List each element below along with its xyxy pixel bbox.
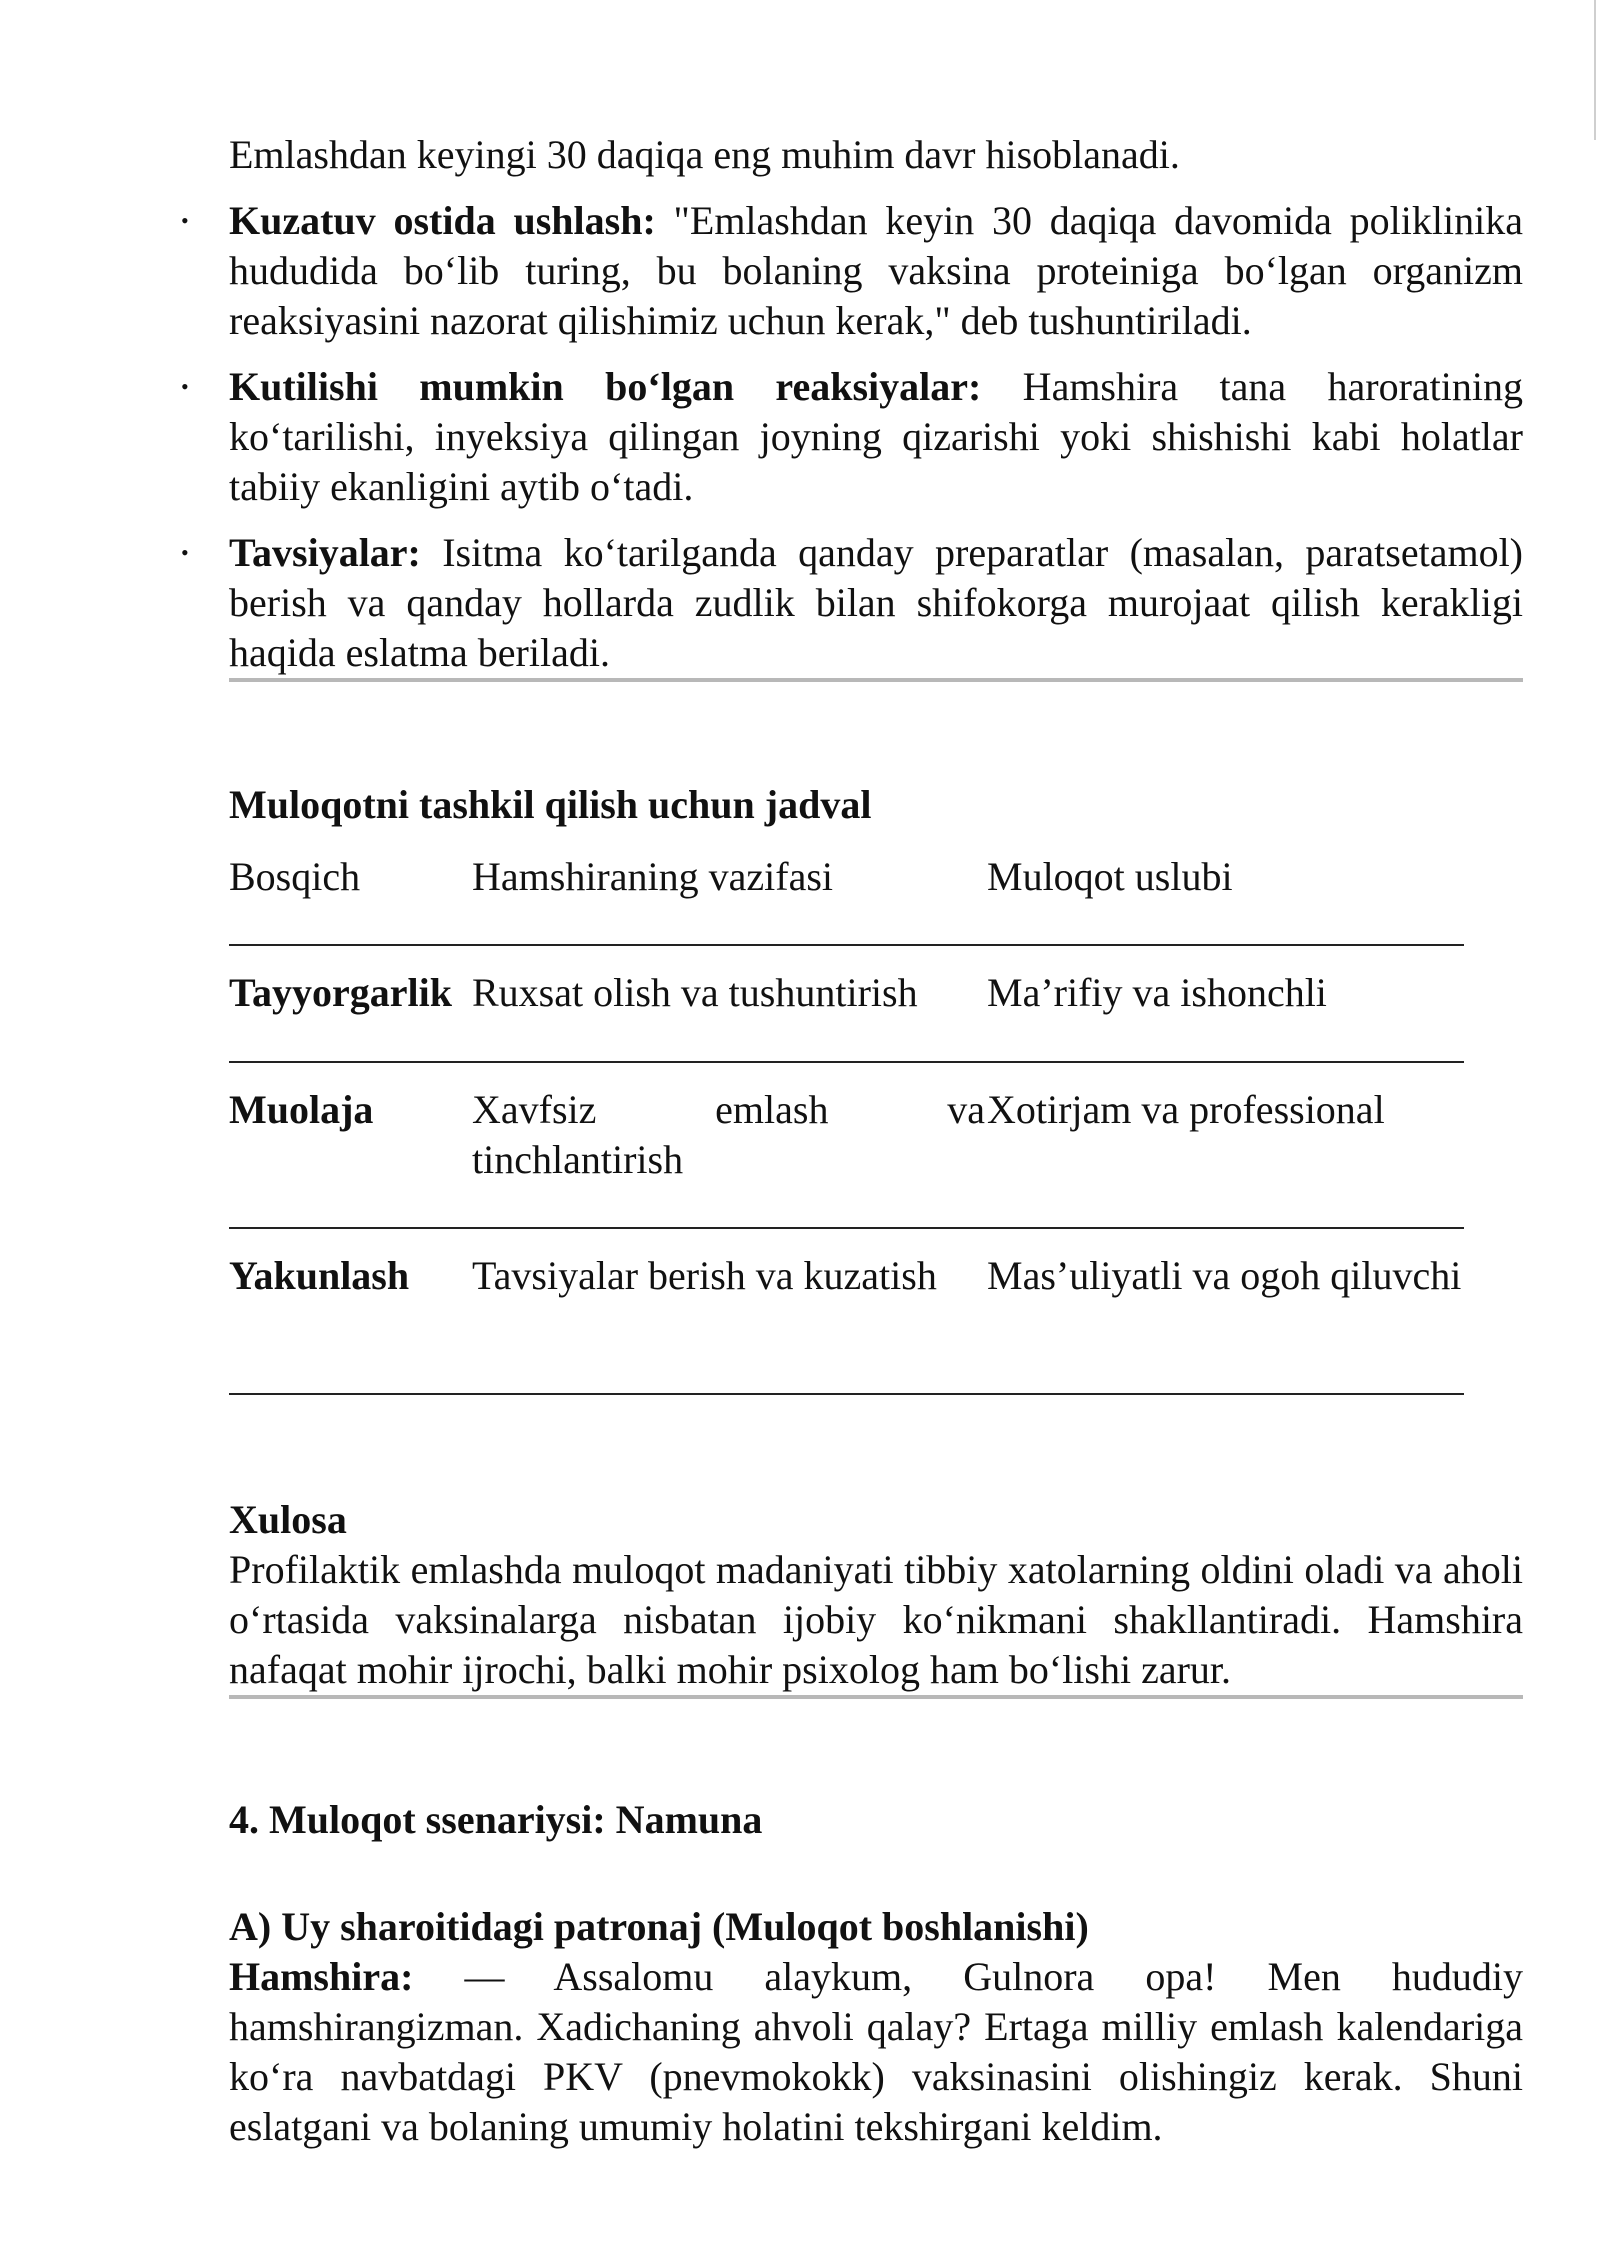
cell-stage: Tayyorgarlik <box>229 945 472 1062</box>
page-edge-line <box>1594 0 1596 140</box>
cell-stage: Yakunlash <box>229 1228 472 1394</box>
cell-style: Xotirjam va professional <box>987 1062 1464 1228</box>
cell-task-text: Xavfsiz emlash va tinchlantirish <box>472 1087 985 1182</box>
cell-task: Tavsiyalar berish va kuzatish <box>472 1228 987 1394</box>
subsection-a-title: A) Uy sharoitidagi patronaj (Muloqot boshlanishi) <box>229 1904 1089 1949</box>
conclusion-title: Xulosa <box>229 1497 347 1542</box>
table-row <box>229 1228 1464 1394</box>
bullet-item-observation <box>181 196 1524 346</box>
dialogue-text: — Assalomu alaykum, Gulnora opa! Men hududiy hamshirangizman. Xadichaning ahvoli qalay? Ertaga milliy emlash kalendariga ko‘ra navbatdagi PKV (pnevmokokk) vaksinasini olishingiz kerak. Shuni eslatgani va bolaning umumiy holatini tekshirgani keldim. <box>229 1954 1523 2149</box>
bullet-text: "Emlashdan keyin 30 daqiqa davomida poliklinika hududida bo‘lib turing, bu bolaning vaksina proteiniga bo‘lgan organizm reaksiyasini nazorat qilishimiz uchun kerak," deb tushuntiriladi. <box>229 198 1524 343</box>
table-row <box>229 945 1464 1062</box>
section-divider <box>229 678 1523 682</box>
bullet-text: Hamshira tana haroratining ko‘tarilishi, inyeksiya qilingan joyning qizarishi yoki shishishi kabi holatlar tabiiy ekanligini aytib o‘tadi. <box>229 364 1523 509</box>
cell-stage: Muolaja <box>229 1062 472 1228</box>
cell-style-text: Mas’uliyatli va ogoh qiluvchi <box>987 1253 1462 1298</box>
bullet-dot-icon: • <box>181 208 189 233</box>
cell-task: Ruxsat olish va tushuntirish <box>472 945 987 1062</box>
cell-task <box>472 1062 987 1228</box>
bullet-title: Kutilishi mumkin bo‘lgan reaksiyalar: <box>229 364 982 409</box>
communication-table <box>229 852 1464 1395</box>
bullet-dot-icon: • <box>181 540 189 565</box>
header-task: Hamshiraning vazifasi <box>472 852 987 945</box>
header-style: Muloqot uslubi <box>987 852 1464 945</box>
dialogue-paragraph <box>229 1952 1523 2152</box>
document-page <box>181 130 1524 2152</box>
bullet-list <box>181 196 1524 678</box>
bullet-item-recommendations <box>181 528 1523 678</box>
header-stage: Bosqich <box>229 852 472 945</box>
bullet-title: Kuzatuv ostida ushlash: <box>229 198 656 243</box>
cell-style: Ma’rifiy va ishonchli <box>987 945 1464 1062</box>
intro-paragraph: Emlashdan keyingi 30 daqiqa eng muhim davr hisoblanadi. <box>229 132 1180 177</box>
bullet-item-reactions <box>181 362 1523 512</box>
dialogue-speaker: Hamshira: <box>229 1954 414 1999</box>
bullet-text: Isitma ko‘tarilganda qanday preparatlar (masalan, paratsetamol) berish va qanday hollarda zudlik bilan shifokorga murojaat qilish kerakligi haqida eslatma beriladi. <box>229 530 1523 675</box>
section-divider <box>229 1695 1523 1699</box>
bullet-title: Tavsiyalar: <box>229 530 421 575</box>
table-header-row <box>229 852 1464 945</box>
conclusion-text: Profilaktik emlashda muloqot madaniyati tibbiy xatolarning oldini oladi va aholi o‘rtasida vaksinalarga nisbatan ijobiy ko‘nikmani shakllantiradi. Hamshira nafaqat mohir ijrochi, balki mohir psixolog ham bo‘lishi zarur. <box>229 1547 1523 1692</box>
table-row <box>229 1062 1464 1228</box>
section-4-title: 4. Muloqot ssenariysi: Namuna <box>229 1797 763 1842</box>
cell-style <box>987 1228 1464 1394</box>
table-title: Muloqotni tashkil qilish uchun jadval <box>229 782 872 827</box>
bullet-dot-icon: • <box>181 374 189 399</box>
